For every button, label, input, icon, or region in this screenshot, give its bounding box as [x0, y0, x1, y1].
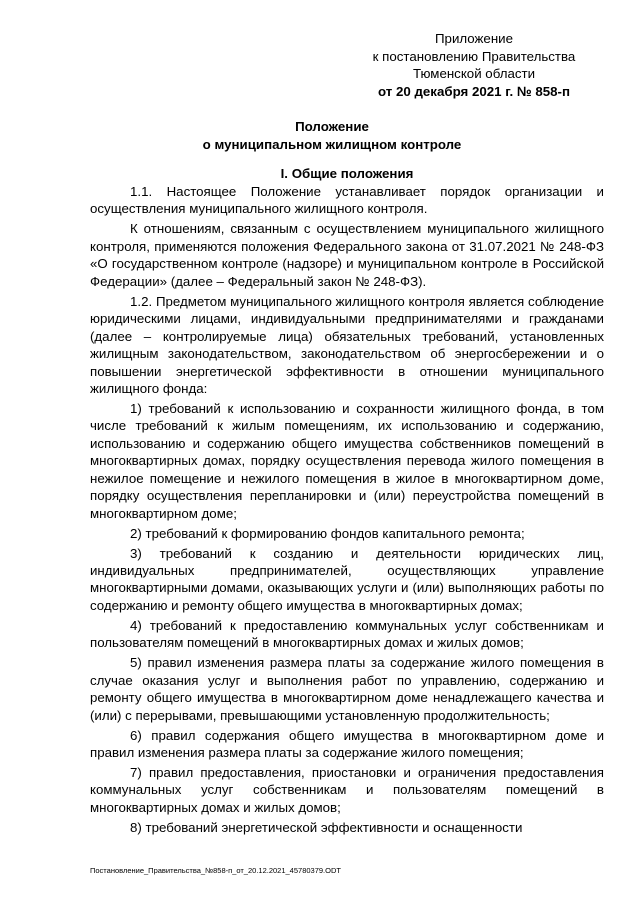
paragraph: 6) правил содержания общего имущества в многоквартирном доме и правил изменения размера платы за содержание жилого помещения;	[90, 727, 604, 761]
paragraph: 1.1. Настоящее Положение устанавливает порядок организации и осуществления муниципального жилищного контроля.	[90, 184, 604, 217]
paragraph: 5) правил изменения размера платы за содержание жилого помещения в случае оказания услуг и выполнения работ по управлению, содержанию и ремонту общего имущества в многоквартирном доме ненадлежащего качества и (или) с перерывами, превышающими установленную продолжительность;	[90, 655, 604, 723]
appendix-date-number: от 20 декабря 2021 г. № 858-п	[377, 83, 570, 99]
footer-filename: Постановление_Правительства_№858-п_от_20.12.2021_45780379.ODT	[90, 866, 341, 875]
paragraph: 1) требований к использованию и сохранности жилищного фонда, в том числе требований к жилым помещениям, их использованию и содержанию, использованию и содержанию общего имущества собственников помещений в многоквартирных домах, порядку осуществления перевода жилого помещения в нежилое помещение и нежилого помещения в жилое в многоквартирном доме, порядку осуществления перепланировки и (или) переустройства помещений в многоквартирном доме;	[90, 400, 604, 521]
paragraph: 2) требований к формированию фондов капитального ремонта;	[130, 525, 525, 541]
document-body	[90, 183, 604, 839]
paragraph: 3) требований к созданию и деятельности юридических лиц, индивидуальных предпринимателей, осуществляющих управление многоквартирными домами, оказывающих услуги и (или) выполняющих работы по содержанию и ремонту общего имущества в многоквартирных домах;	[90, 545, 604, 613]
paragraph: 7) правил предоставления, приостановки и ограничения предоставления коммунальных услуг собственникам и пользователям помещений в многоквартирных домах и жилых домов;	[90, 765, 604, 815]
document-title	[60, 118, 604, 153]
paragraph: 1.2. Предметом муниципального жилищного контроля является соблюдение юридическими лицами, индивидуальными предпринимателями и гражданами (далее – контролируемые лица) обязательных требований, установленных жилищным законодательством, законодательством об энергосбережении и о повышении энергетической эффективности в отношении муниципального жилищного фонда:	[90, 293, 604, 396]
section-heading: I. Общие положения	[280, 166, 414, 181]
appendix-line-2: к постановлению Правительства	[372, 48, 576, 64]
appendix-line-3: Тюменской области	[412, 66, 536, 81]
paragraph: К отношениям, связанным с осуществлением муниципального жилищного контроля, применяются положения Федерального закона от 31.07.2021 № 248-ФЗ «О государственном контроле (надзоре) и муниципальном контроле в Российской Федерации» (далее – Федеральный закон № 248-ФЗ).	[90, 221, 604, 289]
appendix-block	[344, 30, 604, 100]
paragraph: 8) требований энергетической эффективности и оснащенности	[130, 819, 523, 835]
title-line-1: Положение	[295, 119, 369, 134]
title-line-2: о муниципальном жилищном контроле	[202, 136, 462, 152]
paragraph: 4) требований к предоставлению коммунальных услуг собственникам и пользователям помещений в многоквартирных домах и жилых домов;	[90, 617, 604, 651]
appendix-line-1: Приложение	[435, 31, 513, 46]
